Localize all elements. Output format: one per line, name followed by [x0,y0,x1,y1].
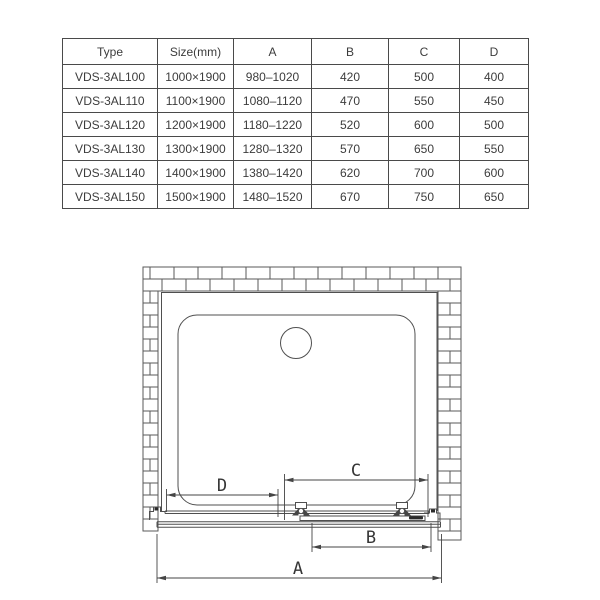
dim-label-a: A [292,559,304,579]
dimension-c [285,461,429,482]
cell-d: 650 [460,185,529,209]
cell-c: 500 [389,65,460,89]
cell-d: 550 [460,137,529,161]
cell-a: 1380–1420 [234,161,312,185]
drain-circle [281,328,312,359]
cell-c: 600 [389,113,460,137]
cell-c: 750 [389,185,460,209]
cell-size: 1500×1900 [158,185,234,209]
dim-label-c: C [350,461,362,481]
cell-d: 450 [460,89,529,113]
brick-wall-right [438,291,461,540]
cell-d: 500 [460,113,529,137]
cell-type: VDS-3AL110 [63,89,158,113]
column-header-type: Type [63,39,158,65]
cell-d: 600 [460,161,529,185]
cell-size: 1200×1900 [158,113,234,137]
cell-b: 420 [312,65,389,89]
cell-d: 400 [460,65,529,89]
cell-b: 670 [312,185,389,209]
cell-c: 550 [389,89,460,113]
brick-wall-left [143,291,158,531]
threshold-track [157,522,441,527]
dimension-a [157,559,442,580]
cell-b: 620 [312,161,389,185]
cell-type: VDS-3AL120 [63,113,158,137]
cell-type: VDS-3AL100 [63,65,158,89]
cell-size: 1100×1900 [158,89,234,113]
cell-type: VDS-3AL140 [63,161,158,185]
cell-b: 470 [312,89,389,113]
door-handle [409,516,423,519]
cell-type: VDS-3AL130 [63,137,158,161]
dimension-d [167,476,279,497]
dimension-b [312,528,431,549]
column-header-a: A [234,39,312,65]
cell-a: 980–1020 [234,65,312,89]
sliding-door-panel [300,516,425,521]
cell-c: 650 [389,137,460,161]
cell-size: 1000×1900 [158,65,234,89]
cell-c: 700 [389,161,460,185]
roller-left [292,503,310,516]
enclosure-frame [162,293,438,512]
cell-type: VDS-3AL150 [63,185,158,209]
dim-label-d: D [216,476,228,496]
cell-a: 1080–1120 [234,89,312,113]
brick-wall-top [143,267,461,291]
cell-b: 520 [312,113,389,137]
shower-tray [178,315,415,505]
column-header-b: B [312,39,389,65]
roller-right [393,503,411,516]
dim-label-b: B [365,528,377,548]
column-header-size: Size(mm) [158,39,234,65]
column-header-c: C [389,39,460,65]
cell-size: 1400×1900 [158,161,234,185]
cell-a: 1480–1520 [234,185,312,209]
cell-a: 1280–1320 [234,137,312,161]
cell-b: 570 [312,137,389,161]
cell-a: 1180–1220 [234,113,312,137]
column-header-d: D [460,39,529,65]
cell-size: 1300×1900 [158,137,234,161]
